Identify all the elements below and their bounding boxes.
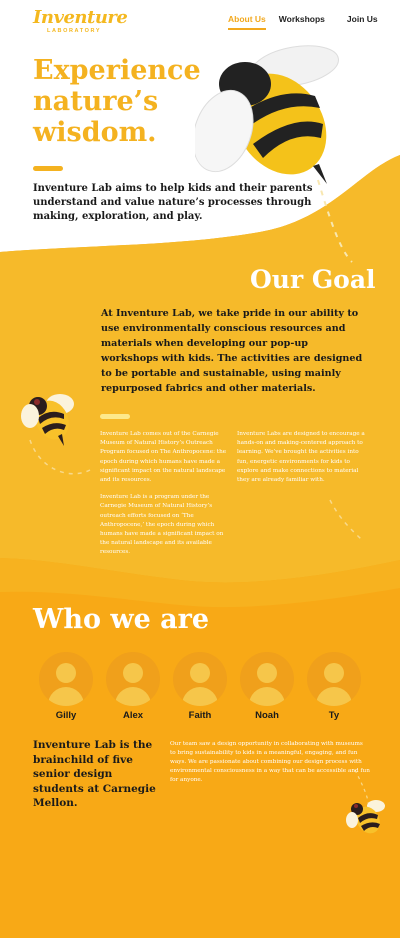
- logo-subtitle: LABORATORY: [47, 28, 102, 34]
- who-summary: Inventure Lab is the brainchild of five senior design students at Carnegie Mellon.: [33, 739, 156, 809]
- goal-column-1-paragraph-1: Inventure Lab comes out of the Carnegie Museum of Natural History’s Outreach Program focused on The Anthropocene: the epoch during which humans have made a significant impact on the natural landscape and its resources.: [100, 431, 227, 484]
- hero-description: Inventure Lab aims to help kids and their parents understand and value nature’s processes through making, exploration, and play.: [33, 183, 313, 222]
- goal-column-2: [237, 430, 367, 493]
- goal-column-2-paragraph-1: Inventure Labs are designed to encourage a hands-on and making-centered approach to learning. We’ve brought the activities into fun, energetic environments for kids to explore and make connections to material they are already familiar with.: [237, 431, 365, 484]
- team-member[interactable]: [173, 652, 227, 721]
- hero-title-line-2: nature’s: [33, 86, 159, 117]
- member-name: Alex: [122, 710, 144, 721]
- team-member[interactable]: [106, 652, 160, 721]
- hero-divider: [33, 166, 63, 171]
- avatar: [39, 652, 93, 706]
- who-description: Our team saw a design opportunity in collaborating with museums to bring sustainability to kids in a meaningful, engaging, and fun ways. We are passionate about combining our design process with environmental consciousness in a way that can be accessible and fun for anyone.: [170, 741, 370, 783]
- team-member[interactable]: [240, 652, 294, 721]
- avatar: [240, 652, 294, 706]
- goal-description: At Inventure Lab, we take pride in our ability to use environmentally conscious resources and materials when developing our pop-up workshops with kids. The activities are designed to be portable and sustainable, using mainly repurposed fabrics and other materials.: [101, 308, 363, 394]
- avatar: [307, 652, 361, 706]
- member-name: Noah: [255, 710, 279, 721]
- who-title: Who we are: [33, 604, 210, 635]
- team-member[interactable]: [307, 652, 361, 721]
- hero-title-line-1: Experience: [33, 55, 201, 86]
- nav-about-us[interactable]: About Us: [228, 14, 266, 30]
- nav-workshops[interactable]: Workshops: [278, 14, 325, 24]
- avatar: [173, 652, 227, 706]
- logo-wordmark: Inventure: [33, 7, 128, 28]
- small-bee-icon: [346, 796, 386, 840]
- goal-title: Our Goal: [250, 265, 376, 294]
- logo[interactable]: [33, 8, 127, 35]
- cartoon-bee-icon: [18, 388, 76, 450]
- hero-title-line-3: wisdom.: [33, 117, 157, 148]
- main-nav: [228, 14, 378, 30]
- hero-title: [33, 55, 233, 148]
- team-members: [39, 652, 369, 732]
- member-name: Ty: [328, 710, 340, 721]
- member-name: Faith: [188, 710, 212, 721]
- goal-divider: [100, 414, 130, 419]
- avatar: [106, 652, 160, 706]
- goal-column-1: [100, 430, 230, 566]
- nav-join-us[interactable]: Join Us: [346, 14, 378, 24]
- member-name: Gilly: [55, 710, 77, 721]
- goal-column-1-paragraph-2: Inventure Lab is a program under the Carnegie Museum of Natural History’s outreach efforts focused on ‘The Anthropocene,’ the epoch during which humans have made a significant impact on the natural landscape and its available resources.: [100, 494, 224, 556]
- team-member[interactable]: [39, 652, 93, 721]
